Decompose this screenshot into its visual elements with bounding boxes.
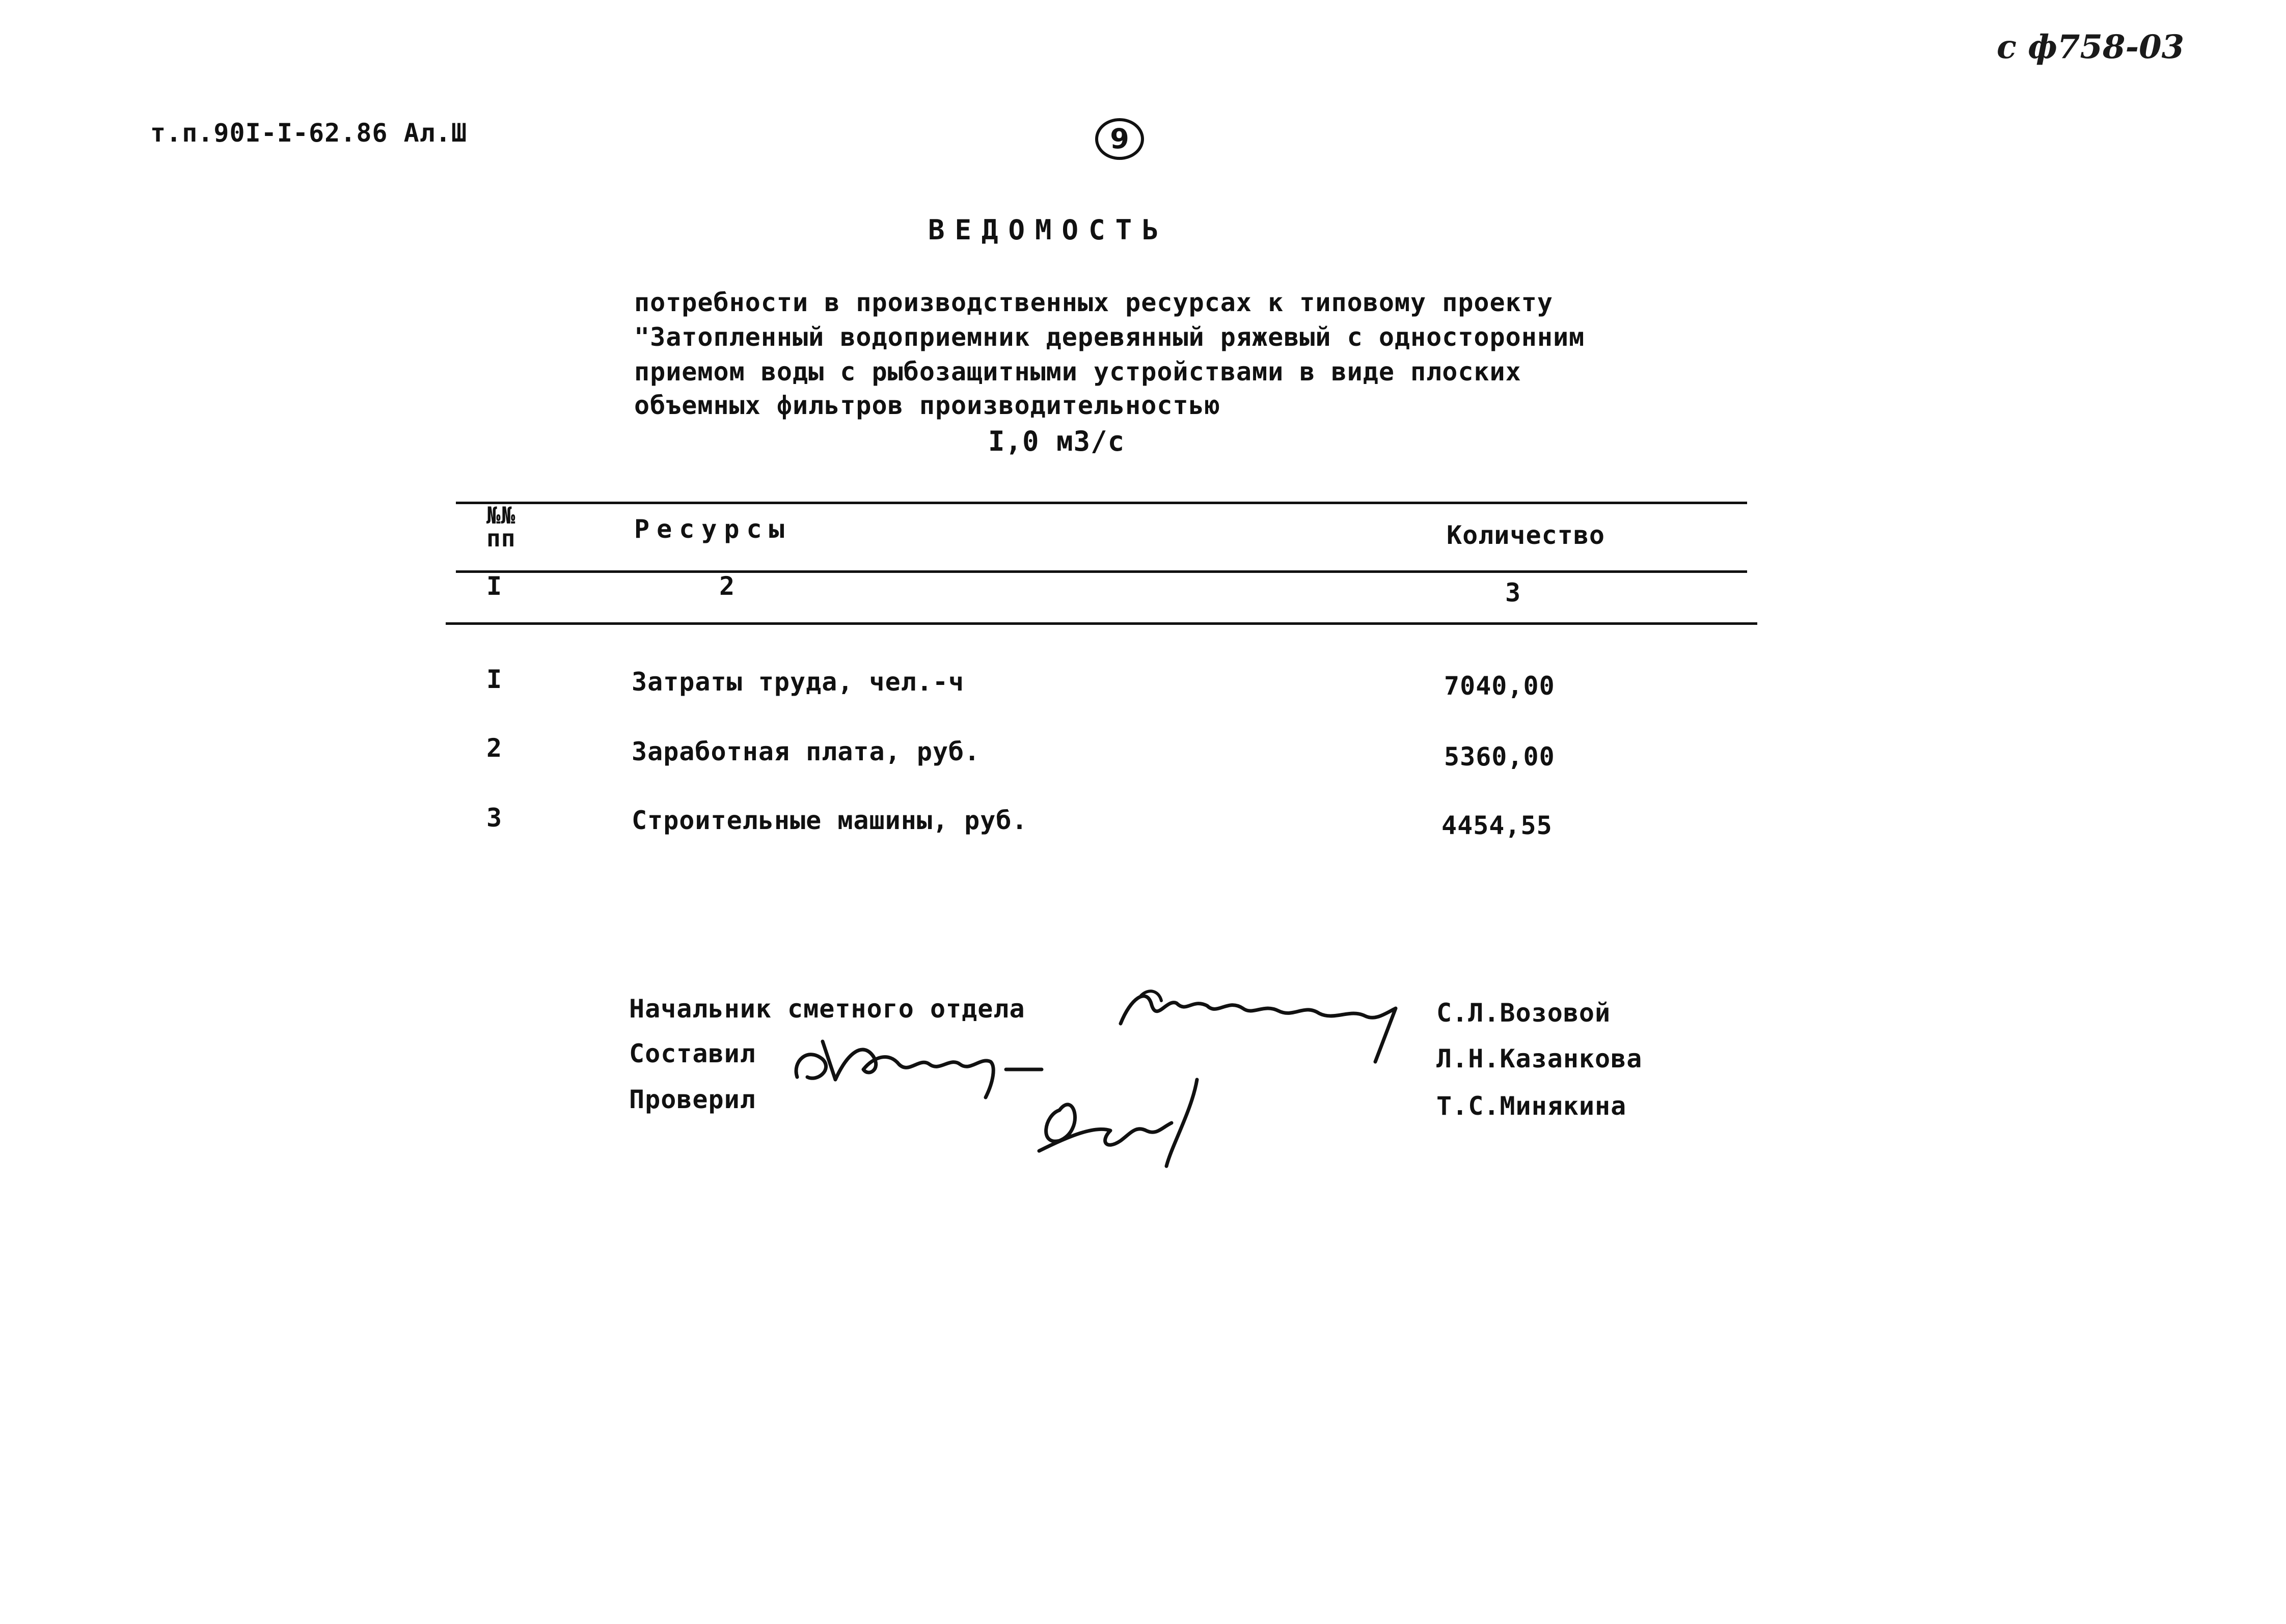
row-resource: Затраты труда, чел.-ч xyxy=(632,667,965,697)
column-number-1: I xyxy=(486,571,503,601)
header-resources: Ресурсы xyxy=(634,514,792,544)
column-number-2: 2 xyxy=(719,571,736,601)
table-header-rule xyxy=(456,570,1747,573)
signature-role-head: Начальник сметного отдела xyxy=(629,994,1025,1024)
header-num-line-2: пп xyxy=(486,525,516,552)
row-quantity: 4454,55 xyxy=(1441,811,1553,840)
handwritten-signature-3 xyxy=(1029,1069,1243,1171)
signature-name-checked: Т.С.Минякина xyxy=(1436,1091,1627,1121)
signature-role-checked: Проверил xyxy=(629,1085,756,1114)
capacity-value: I,0 м3/с xyxy=(988,425,1125,457)
row-num: I xyxy=(486,665,503,694)
header-num-line-1: №№ xyxy=(486,502,516,529)
row-num: 2 xyxy=(486,733,503,763)
subtitle-line-3: приемом воды с рыбозащитными устройствами в виде плоских xyxy=(634,357,1521,387)
corner-mark: с ф758-03 xyxy=(1997,28,2185,66)
subtitle-line-2: "Затопленный водоприемник деревянный ряжевый с односторонним xyxy=(634,322,1585,352)
column-number-3: 3 xyxy=(1505,578,1521,608)
handwritten-signature-2 xyxy=(787,1021,1052,1108)
subtitle-line-4: объемных фильтров производительностью xyxy=(634,391,1220,420)
row-quantity: 5360,00 xyxy=(1444,742,1555,772)
signature-name-head: С.Л.Возовой xyxy=(1436,998,1611,1028)
row-resource: Заработная плата, руб. xyxy=(632,737,981,766)
table-top-rule xyxy=(456,502,1747,504)
document-title: ВЕДОМОСТЬ xyxy=(928,214,1169,246)
row-num: 3 xyxy=(486,803,503,833)
page-number: 9 xyxy=(1095,118,1144,160)
handwritten-signature-1 xyxy=(1110,968,1406,1069)
row-quantity: 7040,00 xyxy=(1444,671,1555,701)
table-column-numbers-rule xyxy=(446,622,1757,625)
header-quantity: Количество xyxy=(1447,520,1605,550)
subtitle-line-1: потребности в производственных ресурсах к типовому проекту xyxy=(634,288,1553,317)
row-resource: Строительные машины, руб. xyxy=(632,806,1028,835)
signature-role-compiled: Составил xyxy=(629,1039,756,1068)
document-reference: т.п.90I-I-62.86 Ал.Ш xyxy=(150,118,468,148)
signature-name-compiled: Л.Н.Казанкова xyxy=(1436,1044,1643,1074)
